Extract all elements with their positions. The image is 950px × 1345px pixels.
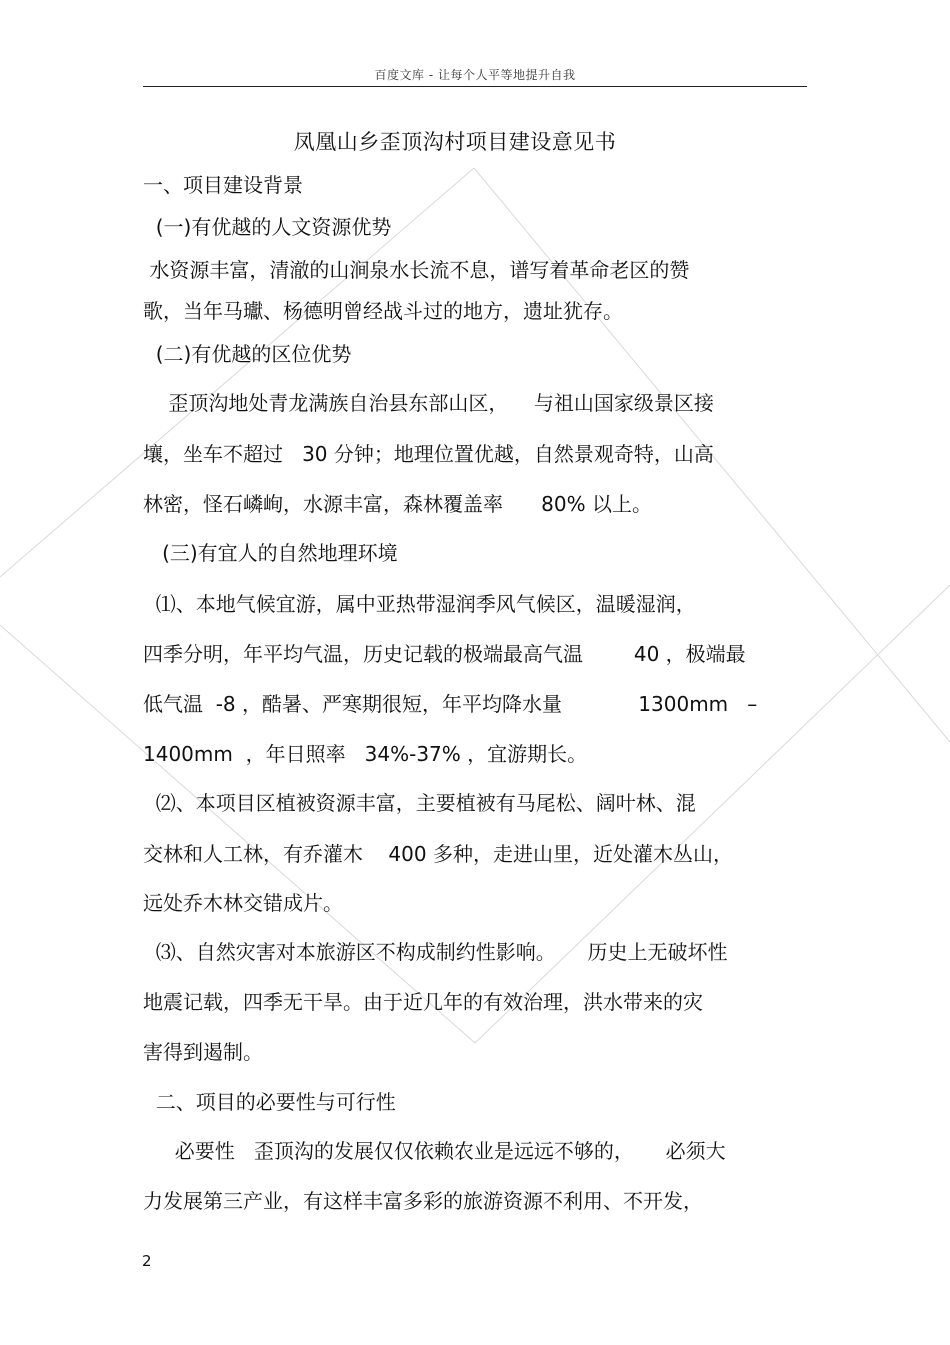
page-header: 百度文库 - 让每个人平等地提升自我	[374, 68, 576, 82]
paragraph-line: 必要性 歪顶沟的发展仅仅依赖农业是远远不够的， 必须大	[143, 1139, 726, 1163]
paragraph-line: ⑴、本地气候宜游，属中亚热带湿润季风气候区，温暖湿润，	[143, 592, 696, 616]
document-title: 凤凰山乡歪顶沟村项目建设意见书	[293, 130, 617, 154]
subsection-heading: (一)有优越的人文资源优势	[143, 215, 392, 239]
paragraph-line: 歌，当年马瓛、杨德明曾经战斗过的地方，遗址犹存。	[143, 299, 623, 323]
paragraph-line: 林密，怪石嶙峋，水源丰富，森林覆盖率 80% 以上。	[143, 492, 652, 516]
paragraph-line: 地震记载，四季无干旱。由于近几年的有效治理，洪水带来的灾	[143, 990, 703, 1014]
paragraph-line: 壤，坐车不超过 30 分钟；地理位置优越，自然景观奇特，山高	[143, 442, 714, 466]
paragraph-line: 四季分明，年平均气温，历史记载的极端最高气温 40 ，极端最	[143, 642, 746, 666]
subsection-heading: (三)有宜人的自然地理环境	[143, 541, 398, 565]
paragraph-line: 害得到遏制。	[143, 1040, 263, 1064]
page-number: 2	[142, 1252, 152, 1270]
header-divider	[143, 86, 807, 87]
section-heading: 二、项目的必要性与可行性	[143, 1090, 396, 1114]
section-heading: 一、项目建设背景	[143, 173, 303, 197]
subsection-heading: (二)有优越的区位优势	[143, 342, 352, 366]
paragraph-line: 交林和人工林，有乔灌木 400 多种，走进山里，近处灌木丛山，	[143, 842, 733, 866]
paragraph-line: 水资源丰富，清澈的山涧泉水长流不息，谱写着革命老区的赞	[143, 258, 690, 282]
paragraph-line: 力发展第三产业，有这样丰富多彩的旅游资源不利用、不开发，	[143, 1189, 703, 1213]
paragraph-line: 1400mm ，年日照率 34%-37% ，宜游期长。	[143, 742, 588, 766]
paragraph-line: ⑶、自然灾害对本旅游区不构成制约性影响。 历史上无破坏性	[143, 940, 728, 964]
paragraph-line: 远处乔木林交错成片。	[143, 891, 343, 915]
paragraph-line: ⑵、本项目区植被资源丰富，主要植被有马尾松、阔叶林、混	[143, 791, 696, 815]
paragraph-line: 低气温 -8 ，酷暑、严寒期很短，年平均降水量 1300mm –	[143, 692, 758, 716]
paragraph-line: 歪顶沟地处青龙满族自治县东部山区， 与祖山国家级景区接	[143, 391, 714, 415]
